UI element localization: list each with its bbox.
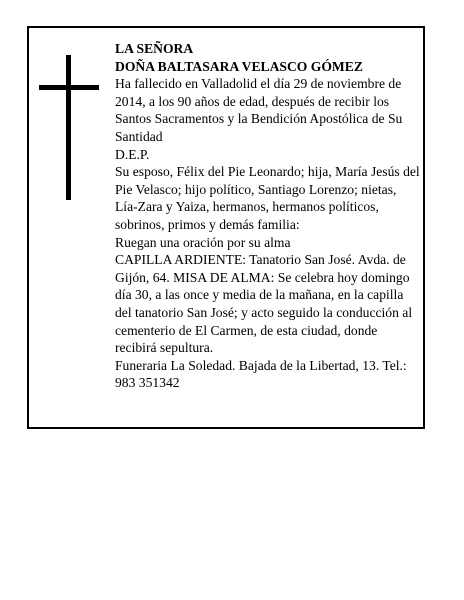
cross-vertical-bar — [66, 55, 71, 200]
notice-text — [115, 40, 420, 392]
death-announcement: Ha fallecido en Valladolid el día 29 de noviembre de 2014, a los 90 años de edad, después de recibir los Santos Sacramentos y la Bendición Apostólica de Su Santidad — [115, 76, 403, 144]
prayer-request: Ruegan una oración por su alma — [115, 234, 291, 250]
cross-icon — [39, 55, 99, 200]
cross-horizontal-bar — [39, 85, 99, 90]
deceased-name: DOÑA BALTASARA VELASCO GÓMEZ — [115, 58, 363, 74]
honorific: LA SEÑORA — [115, 41, 194, 56]
obituary-notice — [27, 26, 425, 429]
family-list: Su esposo, Félix del Pie Leonardo; hija, María Jesús del Pie Velasco; hijo político, Santiago Lorenzo; nietas, Lía-Zara y Yaiza, hermanos, hermanos políticos, sobrinos, primos y demás familia: — [115, 164, 420, 232]
rip-line: D.E.P. — [115, 146, 150, 162]
ceremony-details: CAPILLA ARDIENTE: Tanatorio San José. Avda. de Gijón, 64. MISA DE ALMA: Se celebra hoy domingo día 30, a las once y media de la mañana, en la capilla del tanatorio San José; y acto seguido la conducción al cementerio de El Carmen, de esta ciudad, donde recibirá sepultura. — [115, 252, 413, 356]
funeral-home: Funeraria La Soledad. Bajada de la Libertad, 13. Tel.: 983 351342 — [115, 357, 407, 391]
